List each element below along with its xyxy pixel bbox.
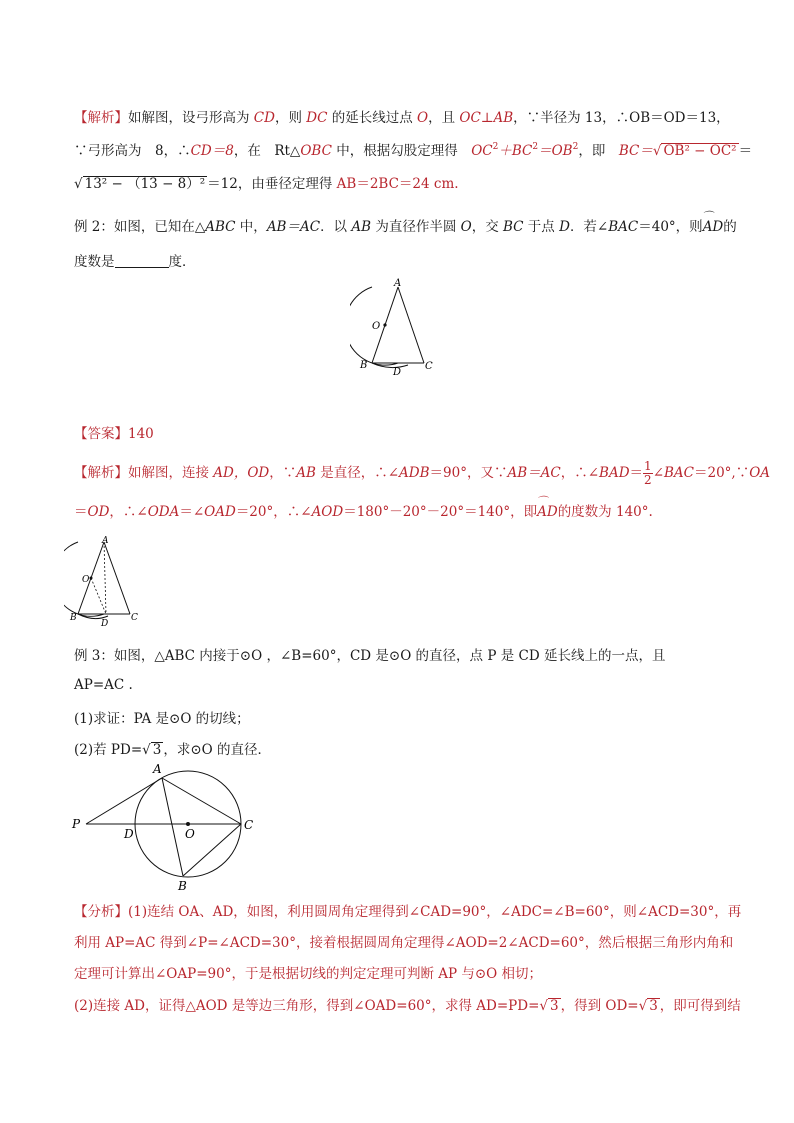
label-D: D: [124, 827, 134, 841]
figure-solution-diagram: [64, 534, 154, 630]
answer-tag: 【答案】: [74, 426, 128, 442]
analysis-line-2: ∵弓形高为 8，∴CD＝8，在 Rt△OBC 中，根据勾股定理得 $OC^2+BC^2=OB^2$，即 BC＝√ OB² − OC² ＝: [74, 142, 753, 159]
label-P: P: [72, 817, 81, 831]
example-3-line-1: 例 3：如图，△ABC 内接于⊙O ，∠B=60°，CD 是⊙O 的直径，点 P 是 CD 延长线上的一点，且: [74, 648, 666, 664]
example-2-line-2: 度数是 度．: [74, 254, 196, 270]
label-C: C: [425, 361, 433, 372]
section-tag: 【解析】: [74, 465, 128, 481]
label-B: B: [360, 360, 368, 371]
label-C: C: [244, 818, 254, 832]
label-O: O: [82, 575, 90, 585]
sqrt-radicand: 3: [152, 742, 162, 758]
section-tag: 【分析】: [74, 904, 128, 920]
figure-semicircle-triangle: [350, 275, 450, 380]
example-3-question-1: (1)求证：PA 是⊙O 的切线；: [74, 711, 250, 727]
label-D: D: [393, 367, 402, 378]
example-3-question-2: (2)若 PD=√ 3 ，求⊙O 的直径．: [74, 742, 272, 758]
label-D: D: [101, 619, 109, 629]
section-tag: 【解析】: [74, 110, 128, 126]
label-A: A: [394, 278, 402, 289]
analysis-line-1: 【解析】如解图，设弓形高为 CD，则 DC 的延长线过点 O，且 OC⊥AB，∵半径为 13，∴OB＝OD＝13，: [74, 110, 730, 126]
fenxi-line-4: (2)连接 AD，证得△AOD 是等边三角形，得到∠OAD=60°，求得 AD=PD=√ 3 ，得到 OD=√ 3 ，即可得到结: [74, 998, 741, 1014]
answer-value: 140: [128, 426, 154, 442]
sqrt-radicand: 13² − （13 − 8）²: [84, 176, 206, 192]
label-C: C: [131, 613, 138, 623]
analysis-line-3: √ 13² − （13 − 8）² ＝12，由垂径定理得 AB＝2BC＝24 cm.: [74, 176, 459, 192]
answer-blank: [115, 255, 169, 268]
label-O: O: [372, 321, 381, 332]
figure-circle-tangent: [64, 758, 274, 894]
fraction-half: $\frac{1}{2}$: [644, 459, 652, 487]
label-B: B: [70, 613, 77, 623]
sqrt-radicand: OB² − OC²: [663, 143, 737, 159]
example-2-line-1: 例 2：如图，已知在△ABC 中，AB＝AC．以 AB 为直径作半圆 O，交 BC 于点 D．若∠BAC＝40°，则⌒ AD的: [74, 215, 737, 235]
analysis2-line-1: 【解析】如解图，连接 AD，OD，∵AB 是直径，∴∠ADB＝90°，又∵AB＝AC，∴∠BAD＝ $\frac{1}{2}$ ∠BAC＝20°,∵OA: [74, 459, 771, 487]
fenxi-line-2: 利用 AP=AC 得到∠P=∠ACD=30°，接着根据圆周角定理得∠AOD=2∠ACD=60°，然后根据三角形内角和: [74, 935, 734, 951]
analysis2-line-2: ＝OD，∴∠ODA＝∠OAD＝20°，∴∠AOD＝180°－20°－20°＝140°，即⌒ AD的度数为 140°.: [74, 500, 653, 520]
fenxi-line-1: 【分析】(1)连结 OA、AD，如图，利用圆周角定理得到∠CAD=90°，∠ADC=∠B=60°，则∠ACD=30°，再: [74, 904, 742, 920]
label-O: O: [185, 827, 195, 841]
label-A: A: [102, 536, 109, 546]
answer-line: [74, 422, 154, 442]
fenxi-line-3: 定理可计算出∠OAP=90°，于是根据切线的判定定理可判断 AP 与⊙O 相切；: [74, 966, 543, 982]
label-B: B: [178, 879, 187, 893]
example-3-line-2: AP=AC .: [74, 677, 133, 693]
label-A: A: [153, 762, 162, 776]
